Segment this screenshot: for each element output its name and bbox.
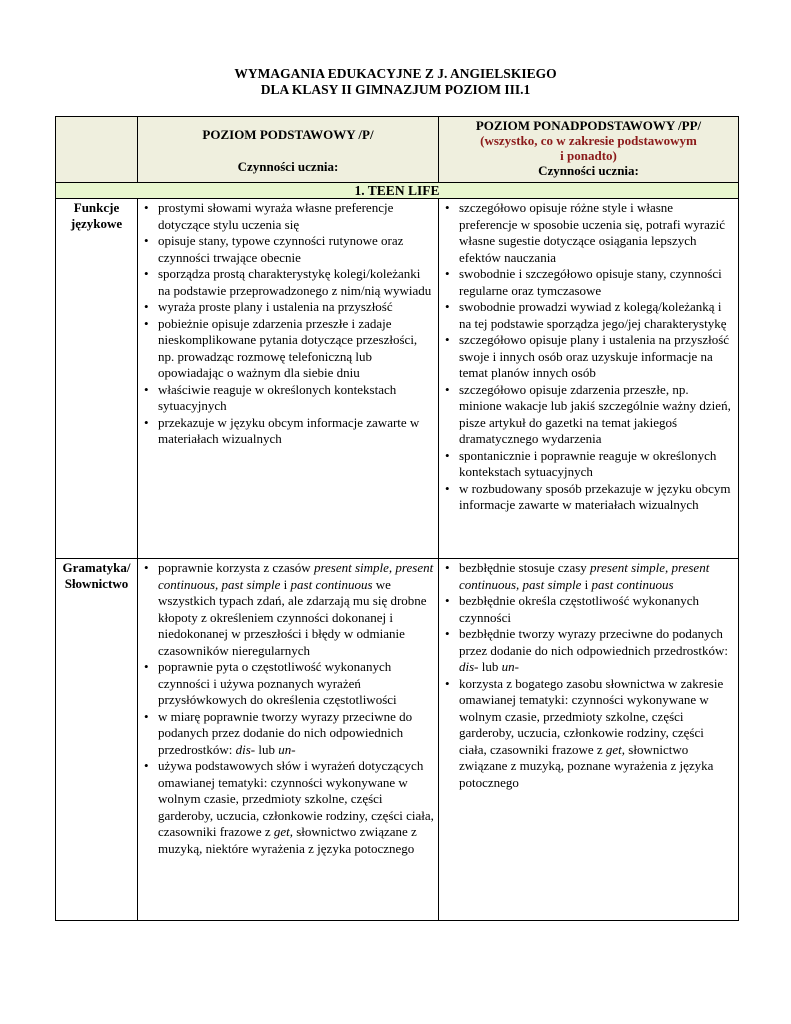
advanced-language-functions-list — [439, 199, 738, 514]
table-header-row — [56, 117, 739, 183]
advanced-level-note-1: (wszystko, co w zakresie podstawowym — [480, 133, 697, 148]
list-item: • bezbłędnie stosuje czasy present simple, present continuous, past simple i past continuous — [439, 560, 734, 593]
list-item: • prostymi słowami wyraża własne preferencje dotyczące stylu uczenia się — [138, 200, 434, 233]
advanced-level-subtitle: Czynności ucznia: — [538, 163, 639, 178]
list-item: • w miarę poprawnie tworzy wyrazy przeciwne do podanych przez dodanie do nich odpowiednich przedrostków: dis- lub un- — [138, 709, 434, 759]
section-row — [56, 183, 739, 199]
table-row-grammar-vocabulary — [56, 559, 739, 921]
list-item: • szczegółowo opisuje plany i ustalenia na przyszłość swoje i innych osób oraz uzyskuje informacje na temat planów innych osób — [439, 332, 734, 382]
row-label-line: Gramatyka/ — [62, 560, 131, 575]
basic-level-title: POZIOM PODSTAWOWY /P/ — [202, 127, 374, 142]
basic-level-subtitle: Czynności ucznia: — [237, 159, 339, 174]
list-item: • używa podstawowych słów i wyrażeń dotyczących omawianej tematyki: czynności wykonywane w wolnym czasie, przedmioty szkolne, części garderoby, uczucia, członkowie rodziny, części ciała, czasowniki frazowe z get, słownictwo związane z muzyką, niektóre wyrażenia z języka potocznego — [138, 758, 434, 857]
basic-language-functions-cell — [138, 199, 439, 559]
table-row-language-functions — [56, 199, 739, 559]
advanced-language-functions-cell — [439, 199, 739, 559]
list-item: • korzysta z bogatego zasobu słownictwa w zakresie omawianej tematyki: czynności wykonywane w wolnym czasie, przedmioty szkolne, części garderoby, uczucia, członkowie rodziny, części ciała, czasowniki frazowe z get, słownictwo związane z muzyką, poznane wyrażenia z języka potocznego — [439, 676, 734, 792]
section-title: 1. TEEN LIFE — [56, 183, 739, 199]
list-item: • bezbłędnie tworzy wyrazy przeciwne do podanych przez dodanie do nich odpowiednich przedrostków: dis- lub un- — [439, 626, 734, 676]
list-item: • sporządza prostą charakterystykę kolegi/koleżanki na podstawie przeprowadzonego z nim/nią wywiadu — [138, 266, 434, 299]
list-item: • poprawnie korzysta z czasów present simple, present continuous, past simple i past continuous we wszystkich typach zdań, ale zdarzają mu się drobne kłopoty z określeniem czynności dokonanej i niedokonanej w przeszłości i błędy w odmianie czasowników nieregularnych — [138, 560, 434, 659]
document-title-line-1: WYMAGANIA EDUKACYJNE Z J. ANGIELSKIEGO — [234, 66, 557, 81]
list-item: • opisuje stany, typowe czynności rutynowe oraz czynności trwające obecnie — [138, 233, 434, 266]
header-advanced-level — [439, 117, 739, 183]
document-title-line-2: DLA KLASY II GIMNAZJUM POZIOM III.1 — [260, 82, 531, 97]
row-label-line: Funkcje — [73, 200, 120, 215]
list-item: • szczegółowo opisuje zdarzenia przeszłe, np. minione wakacje lub jakiś szczególnie ważny dzień, pisze artykuł do gazetki na temat jakiegoś dramatycznego wydarzenia — [439, 382, 734, 448]
row-label-grammar-vocabulary — [56, 559, 138, 921]
list-item: • swobodnie prowadzi wywiad z kolegą/koleżanką i na tej podstawie sporządza jego/jej charakterystykę — [439, 299, 734, 332]
row-label-line: językowe — [70, 216, 123, 231]
row-label-line: Słownictwo — [64, 576, 129, 591]
list-item: • swobodnie i szczegółowo opisuje stany, czynności regularne oraz tymczasowe — [439, 266, 734, 299]
advanced-level-title: POZIOM PONADPODSTAWOWY /PP/ — [475, 118, 702, 133]
list-item: • szczegółowo opisuje różne style i własne preferencje w sposobie uczenia się, potrafi wyrazić własne sugestie dotyczące osiągania lepszych efektów nauczania — [439, 200, 734, 266]
advanced-grammar-cell — [439, 559, 739, 921]
advanced-grammar-list — [439, 559, 738, 791]
list-item: • spontanicznie i poprawnie reaguje w określonych kontekstach sytuacyjnych — [439, 448, 734, 481]
list-item: • przekazuje w języku obcym informacje zawarte w materiałach wizualnych — [138, 415, 434, 448]
row-label-language-functions — [56, 199, 138, 559]
header-basic-level — [138, 117, 439, 183]
list-item: • poprawnie pyta o częstotliwość wykonanych czynności i używa poznanych wyrażeń przysłówkowych do określenia częstotliwości — [138, 659, 434, 709]
basic-grammar-cell — [138, 559, 439, 921]
header-empty-cell — [56, 117, 138, 183]
list-item: • wyraża proste plany i ustalenia na przyszłość — [138, 299, 434, 316]
requirements-table — [55, 116, 739, 921]
list-item: • pobieżnie opisuje zdarzenia przeszłe i zadaje nieskomplikowane pytania dotyczące przeszłości, np. prowadząc rozmowę telefoniczną lub opowiadając o ważnym dla siebie dniu — [138, 316, 434, 382]
advanced-level-note-2: i ponadto) — [560, 148, 617, 163]
basic-language-functions-list — [138, 199, 438, 448]
list-item: • bezbłędnie określa częstotliwość wykonanych czynności — [439, 593, 734, 626]
list-item: • właściwie reaguje w określonych kontekstach sytuacyjnych — [138, 382, 434, 415]
basic-grammar-list — [138, 559, 438, 857]
list-item: • w rozbudowany sposób przekazuje w języku obcym informacje zawarte w materiałach wizualnych — [439, 481, 734, 514]
